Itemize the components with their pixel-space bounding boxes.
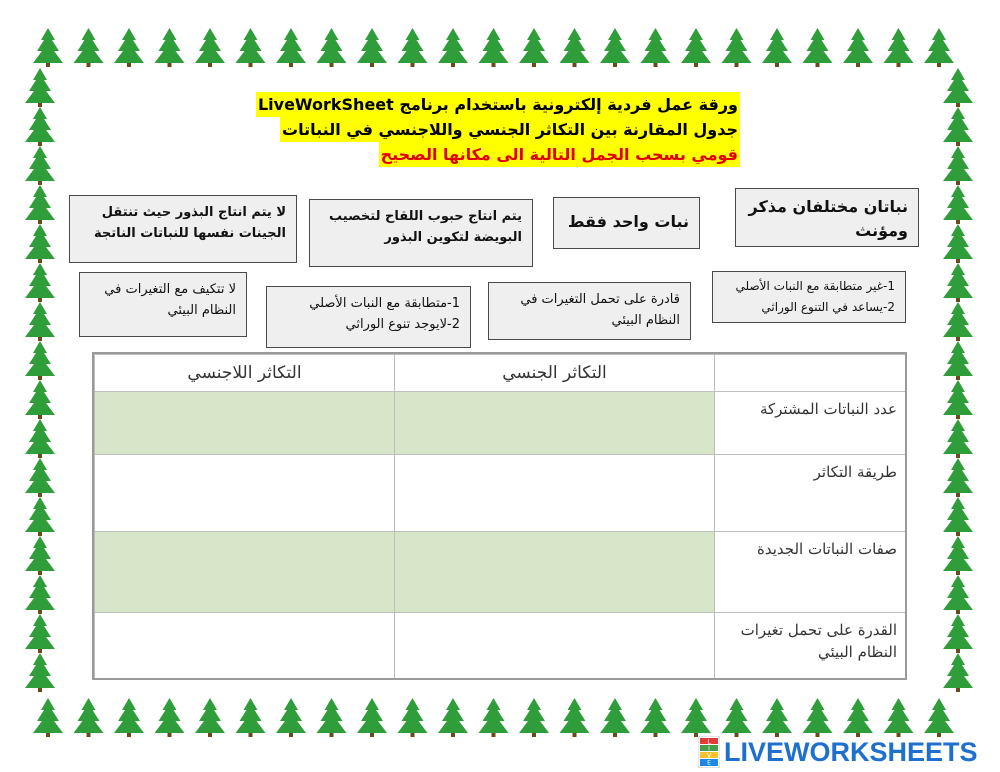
logo-text: LIVEWORKSHEETS [724, 736, 978, 767]
tree-icon [943, 302, 973, 341]
tree-icon [722, 28, 752, 67]
card-not-identical[interactable]: 1-غير متطابقة مع النبات الأصلي 2-يساعد في التنوع الوراثي [712, 271, 906, 323]
card-identical[interactable]: 1-متطابقة مع النبات الأصلي 2-لايوجد تنوع الوراثي [266, 286, 471, 348]
tree-icon [519, 28, 549, 67]
row-label-adaptation: القدرة على تحمل تغيرات النظام البيئي [715, 613, 908, 680]
card-two-different-plants[interactable]: نباتان مختلفان مذكر ومؤنث [735, 188, 919, 247]
tree-icon [943, 185, 973, 224]
tree-icon [195, 698, 225, 737]
tree-icon [25, 302, 55, 341]
tree-icon [943, 614, 973, 653]
card-one-plant-only[interactable]: نبات واحد فقط [553, 197, 700, 249]
tree-icon [25, 224, 55, 263]
drop-method-asexual[interactable] [95, 455, 395, 532]
tree-icon [357, 698, 387, 737]
tree-icon [25, 653, 55, 692]
tree-icon [924, 698, 954, 737]
tree-icon [600, 698, 630, 737]
row-label-method: طريقة التكاثر [715, 455, 908, 532]
tree-icon [803, 698, 833, 737]
tree-icon [276, 28, 306, 67]
tree-icon [943, 341, 973, 380]
tree-icon [317, 28, 347, 67]
tree-icon [25, 614, 55, 653]
card-cannot-adapt[interactable]: لا تتكيف مع التغيرات في النظام البيئي [79, 272, 247, 337]
tree-icon [74, 28, 104, 67]
tree-icon [479, 698, 509, 737]
title-line-1: ورقة عمل فردية إلكترونية باستخدام برنامج LiveWorkSheet [256, 92, 740, 117]
drop-method-sexual[interactable] [395, 455, 715, 532]
svg-text:I: I [708, 745, 710, 753]
tree-icon [641, 28, 671, 67]
tree-icon [25, 380, 55, 419]
tree-icon [884, 28, 914, 67]
tree-icon [943, 458, 973, 497]
drop-number-sexual[interactable] [395, 392, 715, 455]
tree-icon [924, 28, 954, 67]
tree-icon [236, 28, 266, 67]
tree-icon [398, 698, 428, 737]
tree-icon [25, 68, 55, 107]
tree-icon [843, 698, 873, 737]
tree-icon [33, 698, 63, 737]
tree-icon [943, 224, 973, 263]
tree-icon [25, 497, 55, 536]
tree-icon [438, 28, 468, 67]
tree-icon [25, 458, 55, 497]
card-no-seeds[interactable]: لا يتم انتاج البذور حيث تنتقل الجينات نفسها للنباتات الناتجة [69, 195, 297, 263]
tree-icon [560, 698, 590, 737]
tree-icon [943, 536, 973, 575]
tree-icon [641, 698, 671, 737]
drop-adaptation-asexual[interactable] [95, 613, 395, 680]
drop-adaptation-sexual[interactable] [395, 613, 715, 680]
drop-traits-sexual[interactable] [395, 532, 715, 613]
tree-icon [33, 28, 63, 67]
tree-icon [943, 380, 973, 419]
tree-icon [25, 536, 55, 575]
instruction-line: قومي بسحب الجمل التالية الى مكانها الصحيح [379, 142, 740, 167]
tree-icon [943, 575, 973, 614]
tree-icon [195, 28, 225, 67]
title-line-2: جدول المقارنة بين التكاثر الجنسي واللاجنسي في النباتات [280, 117, 740, 142]
tree-icon [803, 28, 833, 67]
tree-icon [25, 107, 55, 146]
row-label-number: عدد النباتات المشتركة [715, 392, 908, 455]
drop-traits-asexual[interactable] [95, 532, 395, 613]
tree-icon [943, 653, 973, 692]
tree-icon [681, 698, 711, 737]
tree-icon [438, 698, 468, 737]
comparison-table [92, 352, 907, 680]
tree-icon [25, 146, 55, 185]
drop-number-asexual[interactable] [95, 392, 395, 455]
tree-icon [74, 698, 104, 737]
tree-icon [25, 341, 55, 380]
svg-text:E: E [707, 759, 711, 767]
svg-text:V: V [706, 752, 712, 760]
tree-icon [398, 28, 428, 67]
tree-icon [722, 698, 752, 737]
tree-icon [25, 575, 55, 614]
tree-icon [25, 419, 55, 458]
header-blank [715, 355, 908, 392]
tree-icon [943, 68, 973, 107]
worksheet-title [257, 92, 740, 167]
tree-icon [943, 497, 973, 536]
tree-icon [943, 419, 973, 458]
live-badge-icon [698, 736, 720, 768]
tree-icon [681, 28, 711, 67]
tree-icon [114, 698, 144, 737]
card-pollen-production[interactable]: يتم انتاج حبوب اللقاح لتخصيب البويضة لتكوين البذور [309, 199, 533, 267]
card-able-to-adapt[interactable]: قادرة على تحمل التغيرات في النظام البيئي [488, 282, 691, 340]
tree-icon [25, 263, 55, 302]
header-asexual: التكاثر اللاجنسي [95, 355, 395, 392]
tree-icon [943, 146, 973, 185]
tree-icon [762, 28, 792, 67]
tree-icon [479, 28, 509, 67]
tree-icon [943, 107, 973, 146]
tree-icon [600, 28, 630, 67]
tree-icon [114, 28, 144, 67]
tree-icon [25, 185, 55, 224]
tree-icon [276, 698, 306, 737]
header-sexual: التكاثر الجنسي [395, 355, 715, 392]
svg-text:L: L [707, 738, 711, 746]
tree-icon [560, 28, 590, 67]
tree-icon [519, 698, 549, 737]
tree-icon [357, 28, 387, 67]
tree-icon [317, 698, 347, 737]
tree-icon [155, 28, 185, 67]
tree-icon [943, 263, 973, 302]
tree-icon [155, 698, 185, 737]
row-label-traits: صفات النباتات الجديدة [715, 532, 908, 613]
tree-icon [236, 698, 266, 737]
liveworksheets-logo[interactable] [698, 736, 978, 768]
tree-icon [762, 698, 792, 737]
tree-icon [843, 28, 873, 67]
tree-icon [884, 698, 914, 737]
